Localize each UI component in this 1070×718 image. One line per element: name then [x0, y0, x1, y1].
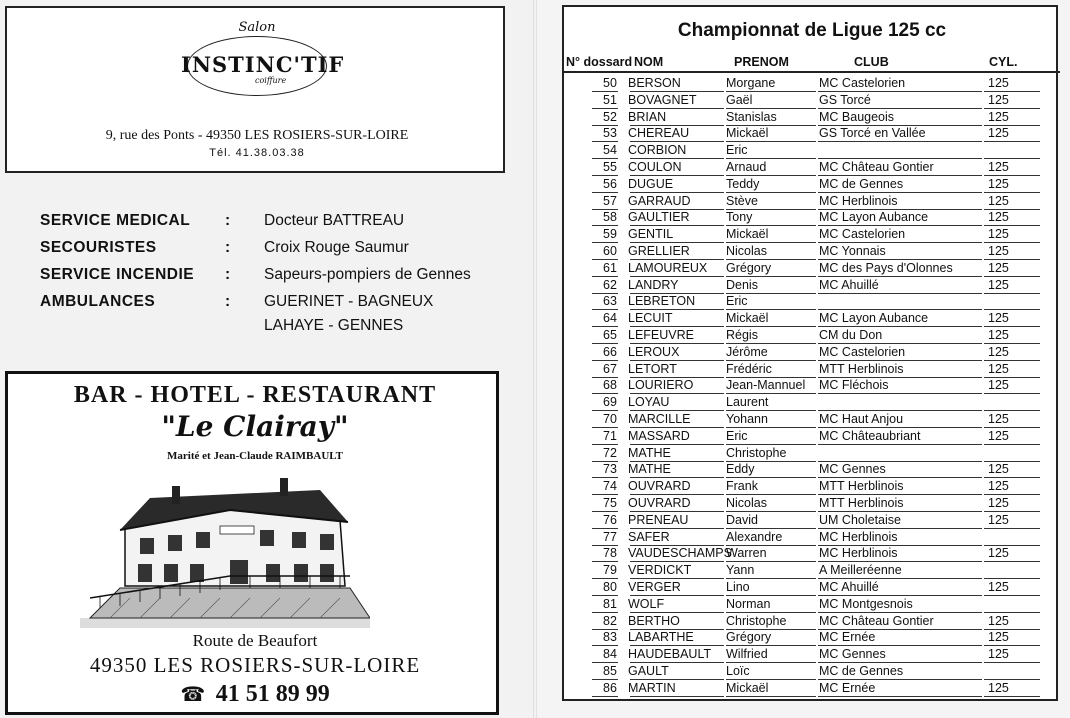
service-colon: :: [225, 266, 231, 283]
dossard-cell: 84: [603, 647, 617, 662]
nom-cell: HAUDEBAULT: [628, 647, 712, 662]
dossard-cell: 64: [603, 311, 617, 326]
service-value: Croix Rouge Saumur: [264, 239, 409, 256]
prenom-cell: Eric: [726, 294, 748, 309]
cyl-cell: 125: [988, 160, 1009, 174]
bar-phone: 41 51 89 99: [215, 681, 330, 707]
dossard-cell: 56: [603, 176, 617, 191]
table-row: [564, 142, 1060, 159]
cyl-cell: 125: [988, 512, 1009, 527]
service-value: Docteur BATTREAU: [264, 212, 405, 229]
dossard-cell: 62: [603, 277, 617, 292]
club-cell: MC Ahuillé: [819, 580, 879, 594]
cyl-cell: 125: [988, 630, 1009, 645]
prenom-cell: Warren: [726, 546, 767, 561]
nom-cell: LAMOUREUX: [628, 260, 708, 275]
dossard-cell: 57: [603, 193, 617, 208]
prenom-cell: Laurent: [726, 395, 769, 410]
club-cell: MTT Herblinois: [819, 479, 904, 494]
nom-cell: BERSON: [628, 76, 681, 90]
table-row: [564, 629, 1060, 646]
club-cell: MC Layon Aubance: [819, 210, 929, 225]
prenom-cell: Christophe: [726, 613, 787, 628]
table-row: [564, 680, 1060, 697]
prenom-cell: Mickaël: [726, 227, 769, 242]
salon-name: INSTINC'TIF: [181, 52, 345, 77]
right-page: [537, 0, 1070, 718]
service-row: [40, 293, 510, 319]
service-label: SECOURISTES: [40, 239, 157, 256]
table-row: [564, 545, 1060, 562]
prenom-cell: Denis: [726, 277, 758, 292]
table-row: [564, 512, 1060, 529]
cyl-cell: 125: [988, 260, 1009, 275]
row-rule: [984, 696, 1040, 697]
nom-cell: GENTIL: [628, 227, 674, 242]
nom-cell: GRELLIER: [628, 244, 690, 258]
table-header: [564, 55, 1060, 73]
cyl-cell: 125: [988, 244, 1009, 258]
cyl-cell: 125: [988, 496, 1009, 510]
championship-table: [562, 5, 1058, 701]
club-cell: MC de Gennes: [819, 664, 904, 678]
prenom-cell: Alexandre: [726, 529, 783, 544]
salon-ad: [5, 6, 505, 173]
header-cyl: CYL.: [989, 55, 1018, 69]
nom-cell: PRENEAU: [628, 512, 689, 527]
table-row: [564, 109, 1060, 126]
club-cell: MC Château Gontier: [819, 613, 934, 628]
table-row: [564, 445, 1060, 462]
dossard-cell: 77: [603, 529, 617, 544]
nom-cell: BERTHO: [628, 613, 680, 628]
bar-route: Route de Beaufort: [192, 631, 318, 650]
cyl-cell: 125: [988, 580, 1009, 594]
service-row: [40, 317, 510, 343]
prenom-cell: Morgane: [726, 76, 776, 90]
header-prenom: PRENOM: [734, 55, 789, 69]
header-dossard: N° dossard: [566, 55, 633, 69]
left-page: [0, 0, 533, 718]
club-cell: A Meilleréenne: [819, 563, 902, 578]
table-row: [564, 377, 1060, 394]
prenom-cell: Frédéric: [726, 361, 772, 376]
nom-cell: OUVRARD: [628, 496, 691, 510]
cyl-cell: 125: [988, 210, 1009, 225]
prenom-cell: Stève: [726, 193, 758, 208]
table-row: [564, 495, 1060, 512]
cyl-cell: 125: [988, 92, 1009, 107]
cyl-cell: 125: [988, 126, 1009, 141]
club-cell: MTT Herblinois: [819, 496, 904, 510]
club-cell: CM du Don: [819, 328, 883, 342]
table-row: [564, 209, 1060, 226]
cyl-cell: 125: [988, 76, 1009, 90]
prenom-cell: Grégory: [726, 260, 772, 275]
row-rule: [630, 696, 724, 697]
service-row: [40, 239, 510, 265]
nom-cell: VERGER: [628, 580, 681, 594]
cyl-cell: 125: [988, 227, 1009, 242]
dossard-cell: 86: [603, 680, 617, 695]
nom-cell: SAFER: [628, 529, 670, 544]
dossard-cell: 61: [603, 260, 617, 275]
nom-cell: LECUIT: [628, 311, 673, 326]
service-label: SERVICE INCENDIE: [40, 266, 195, 283]
cyl-cell: 125: [988, 176, 1009, 191]
club-cell: MC Fléchois: [819, 378, 889, 393]
dossard-cell: 81: [603, 596, 617, 611]
table-row: [564, 478, 1060, 495]
salon-script-label: Salon: [238, 20, 276, 35]
table-row: [564, 176, 1060, 193]
dossard-cell: 72: [603, 445, 617, 460]
prenom-cell: Arnaud: [726, 160, 767, 174]
club-cell: MC Montgesnois: [819, 596, 913, 611]
club-cell: MC Baugeois: [819, 109, 895, 124]
dossard-cell: 73: [603, 462, 617, 477]
prenom-cell: Yann: [726, 563, 755, 578]
prenom-cell: Mickaël: [726, 126, 769, 141]
nom-cell: VAUDESCHAMPS: [628, 546, 732, 561]
row-rule: [592, 696, 618, 697]
dossard-cell: 85: [603, 664, 617, 678]
dossard-cell: 83: [603, 630, 617, 645]
cyl-cell: 125: [988, 479, 1009, 494]
prenom-cell: Eric: [726, 428, 748, 443]
header-nom: NOM: [634, 55, 664, 69]
prenom-cell: Nicolas: [726, 496, 767, 510]
hotel-illustration: [80, 468, 370, 628]
service-row: [40, 212, 510, 238]
cyl-cell: 125: [988, 344, 1009, 359]
cyl-cell: 125: [988, 277, 1009, 292]
service-colon: :: [225, 239, 231, 256]
nom-cell: BOVAGNET: [628, 92, 697, 107]
club-cell: MC Château Gontier: [819, 160, 934, 174]
table-row: [564, 394, 1060, 411]
nom-cell: LEBRETON: [628, 294, 696, 309]
prenom-cell: Tony: [726, 210, 753, 225]
table-row: [564, 579, 1060, 596]
table-row: [564, 75, 1060, 92]
cyl-cell: 125: [988, 546, 1009, 561]
dossard-cell: 80: [603, 580, 617, 594]
nom-cell: GAULTIER: [628, 210, 690, 225]
dossard-cell: 76: [603, 512, 617, 527]
cyl-cell: 125: [988, 613, 1009, 628]
table-row: [564, 193, 1060, 210]
bar-city: 49350 LES ROSIERS-SUR-LOIRE: [89, 653, 421, 677]
table-row: [564, 159, 1060, 176]
prenom-cell: Mickaël: [726, 311, 769, 326]
prenom-cell: Nicolas: [726, 244, 767, 258]
nom-cell: LOYAU: [628, 395, 670, 410]
prenom-cell: Norman: [726, 596, 771, 611]
salon-address: 9, rue des Ponts - 49350 LES ROSIERS-SUR-LOIRE: [105, 128, 409, 143]
cyl-cell: 125: [988, 311, 1009, 326]
club-cell: MC Herblinois: [819, 193, 898, 208]
bar-owners: Marité et Jean-Claude RAIMBAULT: [167, 450, 343, 462]
nom-cell: LEFEUVRE: [628, 328, 694, 342]
club-cell: MTT Herblinois: [819, 361, 904, 376]
club-cell: MC Haut Anjou: [819, 412, 904, 426]
prenom-cell: David: [726, 512, 758, 527]
club-cell: MC Layon Aubance: [819, 311, 929, 326]
table-row: [564, 243, 1060, 260]
table-row: [564, 428, 1060, 445]
prenom-cell: Eddy: [726, 462, 755, 477]
service-colon: :: [225, 212, 231, 229]
nom-cell: CORBION: [628, 143, 687, 158]
nom-cell: OUVRARD: [628, 479, 691, 494]
table-row: [564, 663, 1060, 680]
table-row: [564, 125, 1060, 142]
championship-title: Championnat de Ligue 125 cc: [677, 20, 947, 41]
table-row: [564, 361, 1060, 378]
dossard-cell: 55: [603, 160, 617, 174]
dossard-cell: 60: [603, 244, 617, 258]
service-value: Sapeurs-pompiers de Gennes: [264, 266, 471, 283]
nom-cell: WOLF: [628, 596, 665, 611]
club-cell: MC Castelorien: [819, 76, 906, 90]
table-row: [564, 226, 1060, 243]
prenom-cell: Jean-Mannuel: [726, 378, 806, 393]
nom-cell: MARCILLE: [628, 412, 691, 426]
dossard-cell: 50: [603, 76, 617, 90]
dossard-cell: 58: [603, 210, 617, 225]
service-label: AMBULANCES: [40, 293, 156, 310]
table-row: [564, 260, 1060, 277]
dossard-cell: 79: [603, 563, 617, 578]
club-cell: GS Torcé: [819, 92, 871, 107]
cyl-cell: 125: [988, 361, 1009, 376]
dossard-cell: 68: [603, 378, 617, 393]
bar-title: BAR - HOTEL - RESTAURANT: [73, 382, 437, 408]
prenom-cell: Eric: [726, 143, 748, 158]
nom-cell: LOURIERO: [628, 378, 694, 393]
dossard-cell: 70: [603, 412, 617, 426]
service-row: [40, 266, 510, 292]
club-cell: MC Ernée: [819, 680, 876, 695]
salon-subtitle: coiffure: [255, 76, 287, 85]
club-cell: MC des Pays d'Olonnes: [819, 260, 953, 275]
club-cell: MC de Gennes: [819, 176, 904, 191]
prenom-cell: Loïc: [726, 664, 750, 678]
dossard-cell: 71: [603, 428, 617, 443]
table-row: [564, 92, 1060, 109]
service-colon: :: [225, 293, 231, 310]
prenom-cell: Wilfried: [726, 647, 768, 662]
service-value: LAHAYE - GENNES: [264, 317, 404, 334]
cyl-cell: 125: [988, 378, 1009, 393]
bar-phone-line: [8, 681, 502, 708]
nom-cell: MASSARD: [628, 428, 690, 443]
dossard-cell: 78: [603, 546, 617, 561]
table-row: [564, 461, 1060, 478]
table-row: [564, 411, 1060, 428]
table-row: [564, 646, 1060, 663]
dossard-cell: 69: [603, 395, 617, 410]
dossard-cell: 82: [603, 613, 617, 628]
row-rule: [726, 696, 816, 697]
nom-cell: LABARTHE: [628, 630, 694, 645]
prenom-cell: Grégory: [726, 630, 772, 645]
dossard-cell: 65: [603, 328, 617, 342]
club-cell: MC Châteaubriant: [819, 428, 921, 443]
table-row: [564, 277, 1060, 294]
prenom-cell: Yohann: [726, 412, 768, 426]
table-row: [564, 613, 1060, 630]
table-row: [564, 529, 1060, 546]
club-cell: MC Yonnais: [819, 244, 886, 258]
salon-phone: Tél. 41.38.03.38: [209, 147, 305, 159]
salon-logo: [181, 20, 345, 112]
dossard-cell: 59: [603, 227, 617, 242]
dossard-cell: 54: [603, 143, 617, 158]
dossard-cell: 66: [603, 344, 617, 359]
dossard-cell: 53: [603, 126, 617, 141]
bar-name: "Le Clairay": [161, 410, 349, 443]
cyl-cell: 125: [988, 412, 1009, 426]
dossard-cell: 67: [603, 361, 617, 376]
cyl-cell: 125: [988, 109, 1009, 124]
prenom-cell: Régis: [726, 328, 758, 342]
nom-cell: MARTIN: [628, 680, 676, 695]
cyl-cell: 125: [988, 328, 1009, 342]
prenom-cell: Gaël: [726, 92, 753, 107]
club-cell: MC Castelorien: [819, 227, 906, 242]
club-cell: MC Gennes: [819, 647, 886, 662]
prenom-cell: Stanislas: [726, 109, 777, 124]
table-row: [564, 344, 1060, 361]
club-cell: MC Ahuillé: [819, 277, 879, 292]
nom-cell: MATHE: [628, 462, 671, 477]
prenom-cell: Jérôme: [726, 344, 768, 359]
table-row: [564, 562, 1060, 579]
dossard-cell: 75: [603, 496, 617, 510]
prenom-cell: Frank: [726, 479, 758, 494]
service-value: GUERINET - BAGNEUX: [264, 293, 434, 310]
prenom-cell: Mickaël: [726, 680, 769, 695]
cyl-cell: 125: [988, 462, 1009, 477]
nom-cell: MATHE: [628, 445, 671, 460]
cyl-cell: 125: [988, 647, 1009, 662]
club-cell: MC Herblinois: [819, 546, 898, 561]
nom-cell: LANDRY: [628, 277, 679, 292]
nom-cell: COULON: [628, 160, 682, 174]
cyl-cell: 125: [988, 193, 1009, 208]
header-club: CLUB: [854, 55, 889, 69]
table-row: [564, 327, 1060, 344]
dossard-cell: 74: [603, 479, 617, 494]
table-row: [564, 310, 1060, 327]
cyl-cell: 125: [988, 680, 1009, 695]
prenom-cell: Lino: [726, 580, 750, 594]
club-cell: MC Herblinois: [819, 529, 898, 544]
service-label: SERVICE MEDICAL: [40, 212, 191, 229]
nom-cell: BRIAN: [628, 109, 667, 124]
club-cell: UM Choletaise: [819, 512, 901, 527]
dossard-cell: 52: [603, 109, 617, 124]
club-cell: MC Gennes: [819, 462, 886, 477]
nom-cell: VERDICKT: [628, 563, 692, 578]
nom-cell: LEROUX: [628, 344, 680, 359]
club-cell: MC Castelorien: [819, 344, 906, 359]
nom-cell: CHEREAU: [628, 126, 690, 141]
prenom-cell: Christophe: [726, 445, 787, 460]
dossard-cell: 51: [603, 92, 617, 107]
bar-hotel-ad: [5, 371, 499, 715]
nom-cell: GAULT: [628, 664, 669, 678]
club-cell: GS Torcé en Vallée: [819, 126, 926, 141]
cyl-cell: 125: [988, 428, 1009, 443]
club-cell: MC Ernée: [819, 630, 876, 645]
row-rule: [818, 696, 982, 697]
dossard-cell: 63: [603, 294, 617, 309]
prenom-cell: Teddy: [726, 176, 760, 191]
telephone-icon: ☎: [180, 684, 206, 706]
table-row: [564, 293, 1060, 310]
nom-cell: GARRAUD: [628, 193, 691, 208]
nom-cell: DUGUE: [628, 176, 674, 191]
table-row: [564, 596, 1060, 613]
nom-cell: LETORT: [628, 361, 677, 376]
